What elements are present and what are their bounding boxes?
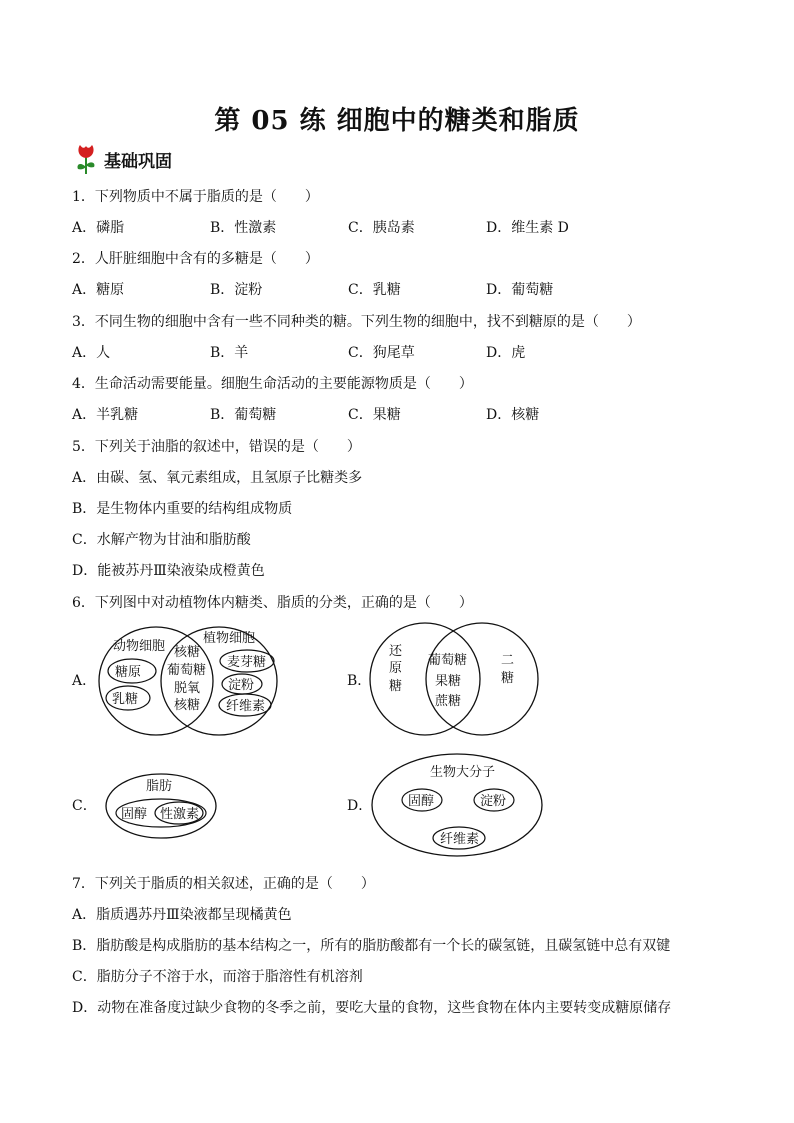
reducing-char-3: 糖 (389, 679, 403, 694)
plant-cell-label: 植物细胞 (203, 631, 256, 646)
q5-option-c[interactable]: C．水解产物为甘油和脂肪酸 (72, 532, 251, 548)
q3-option-c[interactable]: C．狗尾草 (348, 345, 415, 361)
reducing-char-2: 原 (389, 661, 403, 676)
q5-option-b[interactable]: B．是生物体内重要的结构组成物质 (72, 501, 293, 517)
q2-option-d[interactable]: D．葡萄糖 (486, 282, 554, 298)
diagram-c (104, 770, 220, 840)
page-title: 第 05 练 细胞中的糖类和脂质 (214, 106, 580, 136)
q2-option-c[interactable]: C．乳糖 (348, 282, 401, 298)
q6-option-d[interactable]: D． (347, 798, 373, 814)
disaccharide-char-2: 糖 (501, 671, 515, 686)
sterol-label: 固醇 (121, 807, 148, 822)
q6-option-b[interactable]: B． (347, 673, 372, 689)
q6-option-a[interactable]: A． (72, 673, 97, 689)
flower-icon (72, 143, 100, 175)
animal-cell-label: 动物细胞 (113, 639, 166, 654)
reducing-char-1: 还 (389, 644, 403, 659)
q1-option-b[interactable]: B．性激素 (210, 220, 277, 236)
q4-option-a[interactable]: A．半乳糖 (72, 407, 139, 423)
question-2-stem: 2．人肝脏细胞中含有的多糖是（ ） (72, 251, 319, 267)
q2-option-b[interactable]: B．淀粉 (210, 282, 263, 298)
q6-option-c[interactable]: C． (72, 798, 97, 814)
ribose-label: 核糖 (174, 645, 201, 660)
q3-option-a[interactable]: A．人 (72, 345, 111, 361)
q7-option-a[interactable]: A．脂质遇苏丹Ⅲ染液都呈现橘黄色 (72, 907, 292, 923)
q5-option-d[interactable]: D．能被苏丹Ⅲ染液染成橙黄色 (72, 563, 265, 579)
fat-label: 脂肪 (146, 779, 173, 794)
maltose-label: 麦芽糖 (227, 655, 267, 670)
q4-option-d[interactable]: D．核糖 (486, 407, 540, 423)
question-1-stem: 1．下列物质中不属于脂质的是（ ） (72, 189, 319, 205)
q3-option-d[interactable]: D．虎 (486, 345, 526, 361)
diagram-a (96, 624, 286, 740)
b-sucrose-label: 蔗糖 (435, 694, 462, 709)
glycogen-label: 糖原 (115, 665, 142, 680)
cellulose-label: 纤维素 (226, 699, 266, 714)
glucose-label: 葡萄糖 (167, 663, 207, 678)
q7-option-c[interactable]: C．脂肪分子不溶于水，而溶于脂溶性有机溶剂 (72, 969, 363, 985)
lactose-label: 乳糖 (112, 692, 139, 707)
macromolecule-label: 生物大分子 (430, 765, 496, 780)
q4-option-c[interactable]: C．果糖 (348, 407, 401, 423)
q4-option-b[interactable]: B．葡萄糖 (210, 407, 277, 423)
deoxy-label: 脱氧 (174, 681, 201, 696)
reducing-sugar-circle (370, 623, 480, 735)
disaccharide-char-1: 二 (501, 653, 515, 668)
q2-option-a[interactable]: A．糖原 (72, 282, 125, 298)
section-header (72, 143, 172, 175)
q7-option-d[interactable]: D．动物在准备度过缺少食物的冬季之前，要吃大量的食物，这些食物在体内主要转变成糖原储存 (72, 1000, 672, 1016)
deoxyribose-label: 核糖 (174, 698, 201, 713)
q7-option-b[interactable]: B．脂肪酸是构成脂肪的基本结构之一，所有的脂肪酸都有一个长的碳氢链，且碳氢链中总有双键 (72, 938, 671, 954)
question-7-stem: 7．下列关于脂质的相关叙述，正确的是（ ） (72, 876, 375, 892)
d-starch-label: 淀粉 (480, 794, 507, 809)
sex-hormone-label: 性激素 (160, 807, 200, 822)
q3-option-b[interactable]: B．羊 (210, 345, 249, 361)
question-3-stem: 3．不同生物的细胞中含有一些不同种类的糖。下列生物的细胞中，找不到糖原的是（ ） (72, 314, 641, 330)
q1-option-c[interactable]: C．胰岛素 (348, 220, 415, 236)
section-title: 基础巩固 (104, 151, 172, 172)
q5-option-a[interactable]: A．由碳、氢、氧元素组成，且氢原子比糖类多 (72, 470, 363, 486)
question-4-stem: 4．生命活动需要能量。细胞生命活动的主要能源物质是（ ） (72, 376, 473, 392)
q1-option-d[interactable]: D．维生素 D (486, 220, 569, 236)
b-fructose-label: 果糖 (435, 674, 462, 689)
diagram-d (370, 752, 546, 860)
q1-option-a[interactable]: A．磷脂 (72, 220, 125, 236)
starch-label: 淀粉 (228, 678, 255, 693)
diagram-b (368, 620, 542, 736)
b-glucose-label: 葡萄糖 (428, 653, 468, 668)
question-5-stem: 5．下列关于油脂的叙述中，错误的是（ ） (72, 439, 361, 455)
d-sterol-label: 固醇 (408, 794, 435, 809)
question-6-stem: 6．下列图中对动植物体内糖类、脂质的分类，正确的是（ ） (72, 595, 473, 611)
d-cellulose-label: 纤维素 (440, 832, 480, 847)
